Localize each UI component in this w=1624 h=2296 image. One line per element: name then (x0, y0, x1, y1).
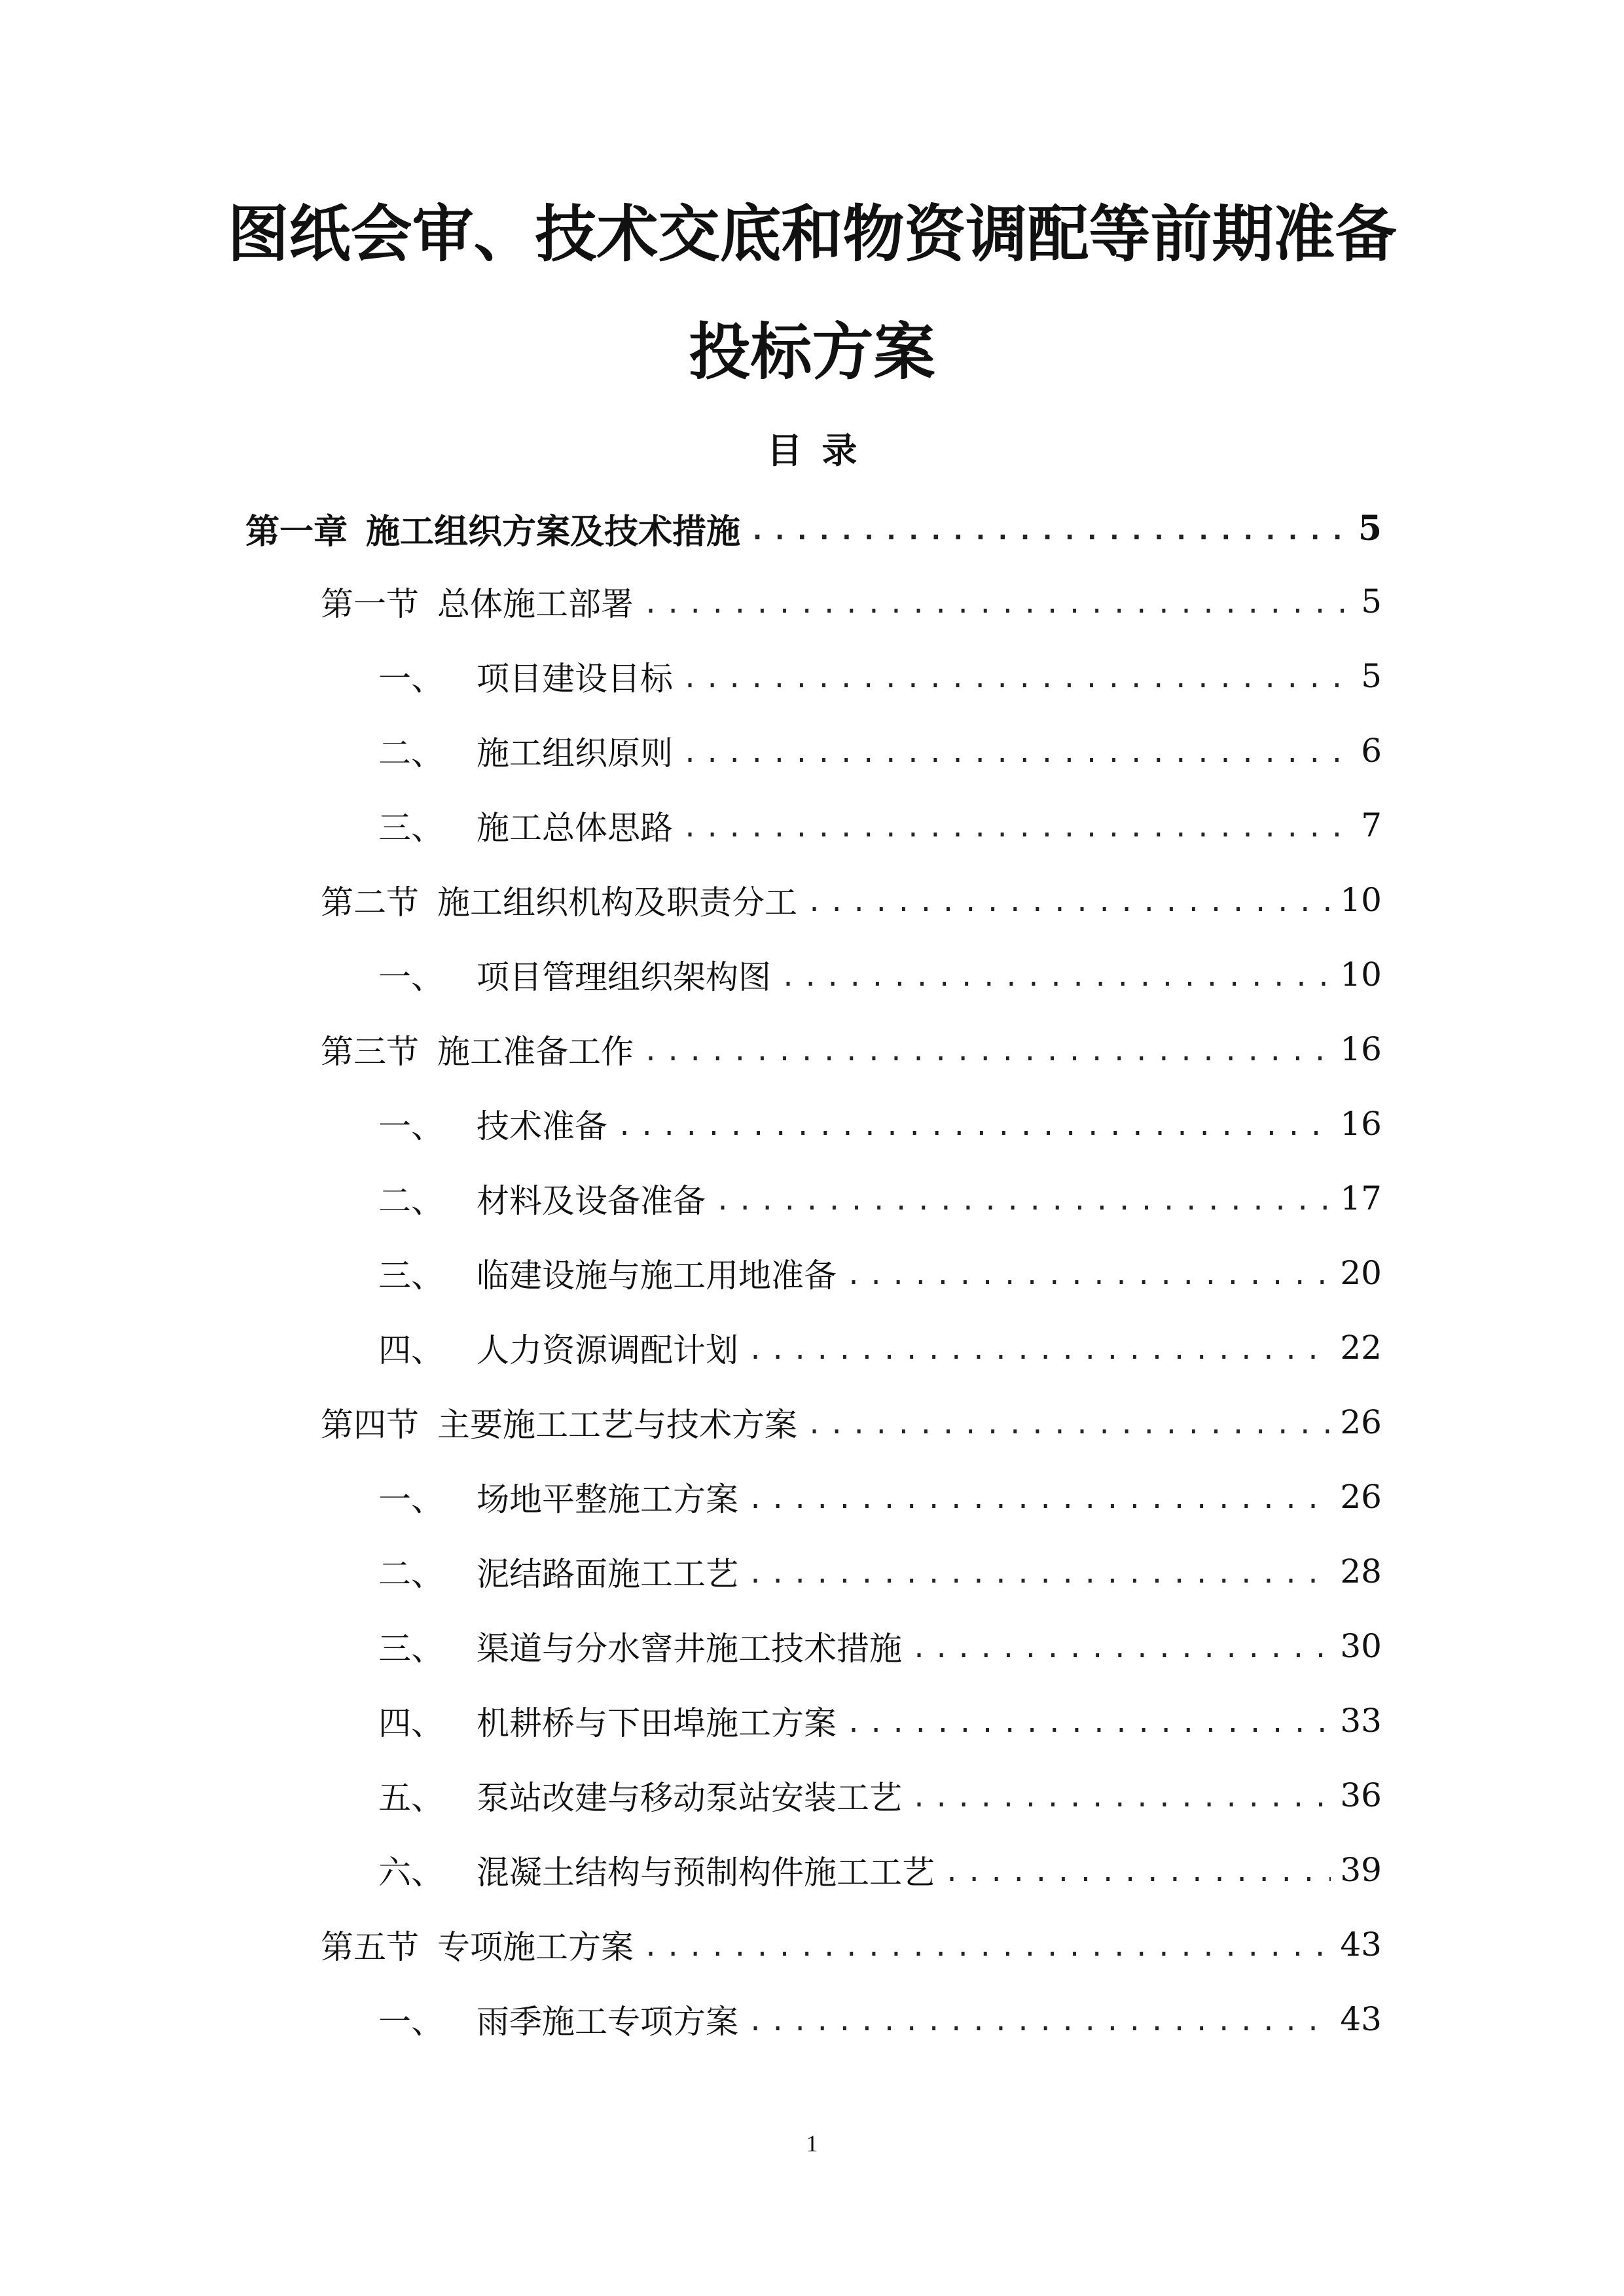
toc-entry-number: 二、 (378, 1182, 444, 1220)
toc-entry-page: 39 (1340, 1851, 1382, 1889)
toc-entry-page: 16 (1340, 1030, 1382, 1068)
toc-entry-label: 项目建设目标 (477, 660, 673, 698)
toc-entry-item[interactable] (378, 945, 1382, 1004)
toc-entry-label: 施工总体思路 (477, 809, 673, 847)
toc-entry-section[interactable] (321, 572, 1382, 631)
toc-heading: 目录 (767, 429, 877, 471)
toc-entry-label: 材料及设备准备 (477, 1182, 706, 1220)
toc-entry-page: 10 (1340, 956, 1382, 994)
toc-entry-section[interactable] (321, 1393, 1382, 1452)
toc-entry-label: 泥结路面施工工艺 (477, 1555, 738, 1593)
toc-entry-section[interactable] (321, 870, 1382, 929)
toc-dot-leader (749, 512, 1349, 545)
toc-entry-number: 第一章 (245, 511, 348, 552)
toc-dot-leader (748, 1480, 1331, 1513)
toc-entry-item[interactable] (378, 1542, 1382, 1601)
toc-entry-number: 四、 (378, 1331, 444, 1369)
toc-dot-leader (806, 1406, 1331, 1439)
toc-entry-number: 一、 (378, 660, 444, 698)
toc-entry-page: 7 (1361, 806, 1382, 844)
document-title-line-1: 图纸会审、技术交底和物资调配等前期准备 (227, 198, 1397, 270)
toc-entry-label: 总体施工部署 (437, 585, 634, 623)
toc-entry-page: 5 (1358, 508, 1382, 548)
toc-entry-item[interactable] (378, 1467, 1382, 1526)
toc-entry-item[interactable] (378, 796, 1382, 855)
toc-dot-leader (643, 1033, 1331, 1066)
toc-dot-leader (682, 734, 1352, 767)
toc-entry-item[interactable] (378, 1094, 1382, 1153)
toc-entry-number: 二、 (378, 734, 444, 772)
toc-entry-item[interactable] (378, 721, 1382, 780)
toc-entry-page: 36 (1340, 1776, 1382, 1814)
toc-entry-label: 专项施工方案 (437, 1928, 634, 1966)
toc-dot-leader (806, 884, 1331, 916)
toc-entry-number: 一、 (378, 2003, 444, 2041)
toc-entry-number: 第五节 (321, 1928, 419, 1966)
toc-entry-label: 雨季施工专项方案 (477, 2003, 738, 2041)
toc-entry-label: 泵站改建与移动泵站安装工艺 (477, 1779, 902, 1817)
toc-entry-item[interactable] (378, 1691, 1382, 1750)
toc-entry-label: 机耕桥与下田埠施工方案 (477, 1704, 837, 1742)
toc-entry-page: 43 (1340, 1926, 1382, 1964)
toc-entry-page: 6 (1361, 732, 1382, 770)
toc-entry-number: 一、 (378, 1480, 444, 1518)
toc-entry-number: 六、 (378, 1854, 444, 1892)
toc-entry-page: 5 (1361, 583, 1382, 620)
toc-dot-leader (846, 1257, 1331, 1289)
toc-entry-number: 五、 (378, 1779, 444, 1817)
toc-entry-number: 二、 (378, 1555, 444, 1593)
toc-entry-item[interactable] (378, 1244, 1382, 1302)
toc-entry-label: 人力资源调配计划 (477, 1331, 738, 1369)
toc-dot-leader (643, 1928, 1331, 1961)
toc-entry-number: 一、 (378, 1107, 444, 1145)
toc-dot-leader (911, 1779, 1331, 1812)
toc-entry-number: 第四节 (321, 1406, 419, 1444)
toc-dot-leader (846, 1704, 1331, 1737)
toc-dot-leader (682, 660, 1352, 692)
toc-entry-page: 5 (1361, 657, 1382, 695)
toc-dot-leader (944, 1854, 1331, 1886)
toc-entry-label: 项目管理组织架构图 (477, 958, 771, 996)
toc-entry-section[interactable] (321, 1020, 1382, 1079)
toc-entry-label: 施工准备工作 (437, 1033, 634, 1071)
toc-entry-label: 施工组织原则 (477, 734, 673, 772)
toc-dot-leader (748, 1555, 1331, 1588)
toc-entry-number: 第二节 (321, 884, 419, 922)
toc-entry-item[interactable] (378, 1840, 1382, 1899)
toc-entry-page: 17 (1340, 1179, 1382, 1217)
toc-entry-number: 四、 (378, 1704, 444, 1742)
toc-entry-item[interactable] (378, 1318, 1382, 1377)
toc-entry-page: 28 (1340, 1552, 1382, 1590)
toc-entry-label: 临建设施与施工用地准备 (477, 1257, 837, 1295)
toc-entry-label: 技术准备 (477, 1107, 607, 1145)
toc-entry-number: 三、 (378, 1630, 444, 1668)
toc-entry-number: 第一节 (321, 585, 419, 623)
toc-entry-item[interactable] (378, 1617, 1382, 1676)
toc-dot-leader (748, 1331, 1331, 1364)
page-number: 1 (806, 2130, 818, 2157)
toc-entry-page: 26 (1340, 1403, 1382, 1441)
toc-entry-page: 26 (1340, 1478, 1382, 1516)
toc-entry-page: 43 (1340, 2000, 1382, 2038)
toc-dot-leader (715, 1182, 1331, 1215)
toc-dot-leader (617, 1107, 1331, 1140)
toc-entry-label: 混凝土结构与预制构件施工工艺 (477, 1854, 935, 1892)
toc-dot-leader (911, 1630, 1331, 1662)
toc-entry-item[interactable] (378, 1169, 1382, 1228)
toc-entry-label: 施工组织方案及技术措施 (366, 511, 741, 552)
toc-entry-page: 10 (1340, 881, 1382, 919)
toc-entry-page: 16 (1340, 1105, 1382, 1143)
toc-entry-number: 一、 (378, 958, 444, 996)
toc-entry-item[interactable] (378, 647, 1382, 706)
toc-dot-leader (643, 585, 1352, 618)
toc-dot-leader (748, 2003, 1331, 2036)
toc-entry-page: 30 (1340, 1627, 1382, 1665)
toc-entry-label: 渠道与分水窨井施工技术措施 (477, 1630, 902, 1668)
toc-entry-number: 第三节 (321, 1033, 419, 1071)
toc-entry-number: 三、 (378, 809, 444, 847)
toc-dot-leader (780, 958, 1331, 991)
document-title-line-2: 投标方案 (689, 316, 935, 388)
toc-dot-leader (682, 809, 1352, 842)
toc-entry-page: 20 (1340, 1254, 1382, 1292)
toc-entry-label: 施工组织机构及职责分工 (437, 884, 797, 922)
toc-entry-label: 主要施工工艺与技术方案 (437, 1406, 797, 1444)
toc-entry-item[interactable] (378, 1990, 1382, 2049)
toc-entry-item[interactable] (378, 1766, 1382, 1825)
toc-entry-page: 33 (1340, 1702, 1382, 1740)
toc-entry-number: 三、 (378, 1257, 444, 1295)
toc-entry-label: 场地平整施工方案 (477, 1480, 738, 1518)
toc-entry-chapter-1[interactable] (245, 499, 1382, 558)
toc-entry-page: 22 (1340, 1329, 1382, 1367)
toc-entry-section[interactable] (321, 1915, 1382, 1974)
